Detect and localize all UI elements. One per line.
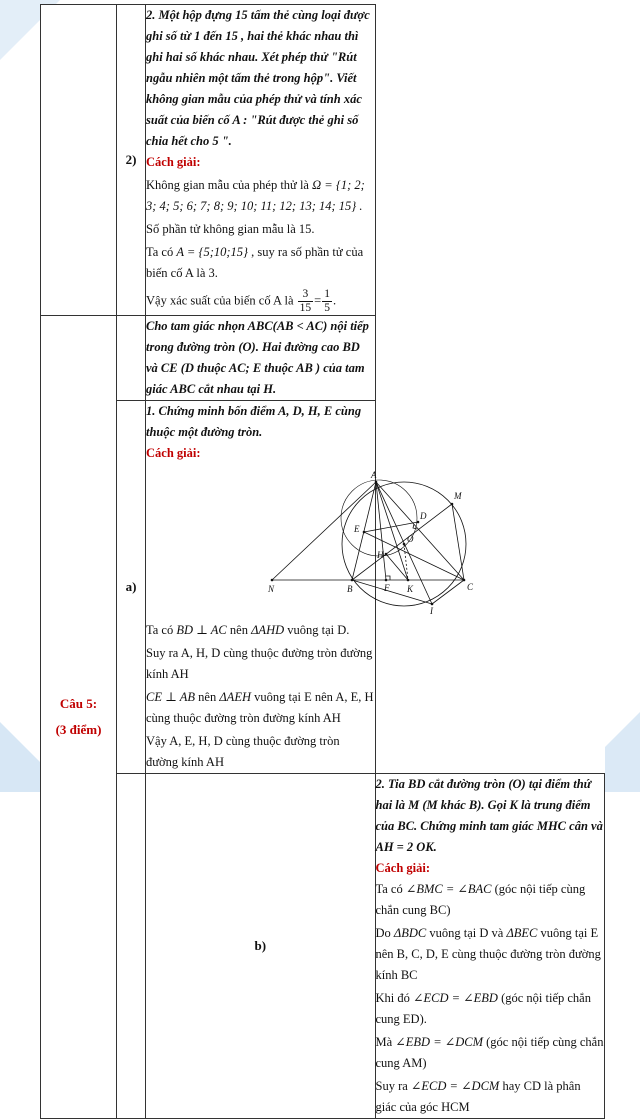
problem-statement: 2. Tia BD cắt đường tròn (O) tại điểm thứ hai là M (M khác B). Gọi K là trung điểm của BC. Chứng minh tam giác MHC cân và AH = 2 OK.	[375, 777, 603, 854]
point-label: E	[354, 524, 360, 534]
point-label: I	[430, 606, 433, 616]
math-expr: ∠BMC = ∠BAC	[405, 882, 492, 896]
point	[463, 579, 466, 582]
table-row	[41, 774, 605, 1119]
solution-table	[40, 4, 605, 1119]
problem-statement: 2. Một hộp đựng 15 tấm thẻ cùng loại được ghi số từ 1 đến 15 , hai thẻ khác nhau thì ghi hai số khác nhau. Xét phép thử "Rút ngẫu nhiên một tấm thẻ trong hộp". Viết không gian mẫu của phép thử và tính xác suất của biến cố A : "Rút được thẻ ghi số chia hết cho 5 ".	[146, 8, 370, 148]
point	[403, 543, 406, 546]
solution-heading: Cách giải:	[146, 155, 201, 169]
solution-line: Vậy A, E, H, D cùng thuộc đường tròn đường kính AH	[146, 734, 340, 769]
math-expr: ABC(AB < AC)	[247, 319, 328, 333]
point-label: C	[467, 582, 474, 592]
fraction: $\frac{3}{15}$	[299, 288, 312, 314]
point	[375, 481, 378, 484]
math-expr: ΔBDC	[393, 926, 427, 940]
point-label: K	[407, 584, 414, 594]
point-label: A	[371, 470, 377, 480]
point-label: O	[407, 534, 414, 544]
solution-line: Ta có A = {5;10;15} , suy ra số phần tử của biến cố A là 3.	[146, 245, 364, 280]
solution-heading: Cách giải:	[375, 861, 431, 875]
math-expr: ΔAEH	[219, 690, 251, 704]
table-row	[41, 316, 605, 401]
part-label: b)	[146, 774, 376, 1119]
math-expr: A = {5;10;15}	[176, 245, 249, 259]
problem-statement: Cho tam giác nhọn ABC(AB < AC) nội tiếp trong đường tròn (O). Hai đường cao BD và CE (D thuộc AC; E thuộc AB ) của tam giác ABC cắt nhau tại H.	[146, 316, 376, 401]
solution-line: Không gian mẫu của phép thử là Ω = {1; 2; 3; 4; 5; 6; 7; 8; 9; 10; 11; 12; 13; 14; 15} .	[146, 178, 365, 213]
solution-line: Khi đó ∠ECD = ∠EBD (góc nội tiếp chắn cung ED).	[375, 991, 591, 1026]
math-expr: ∠ECD = ∠EBD	[413, 991, 498, 1005]
question-cell-empty	[41, 5, 117, 316]
line-ic	[432, 580, 464, 604]
part-cell-empty	[117, 316, 146, 401]
line-bm	[352, 504, 452, 580]
point-label: N	[268, 584, 275, 594]
problem-statement: 1. Chứng minh bốn điểm A, D, H, E cùng thuộc một đường tròn.	[146, 404, 362, 439]
part-label: 2)	[117, 5, 146, 316]
point	[363, 531, 366, 534]
point-label: B	[347, 584, 353, 594]
line-na	[272, 482, 376, 580]
line-ed	[364, 522, 418, 532]
point	[385, 553, 388, 556]
part-label: a)	[117, 401, 146, 774]
solution-line: Số phần tử không gian mẫu là 15.	[146, 222, 315, 236]
solution-line: Suy ra A, H, D cùng thuộc đường tròn đường kính AH	[146, 646, 373, 681]
point	[431, 603, 434, 606]
point-label: D	[420, 511, 427, 521]
table-row	[41, 5, 605, 316]
math-expr: BD ⊥ AC	[176, 623, 227, 637]
table-row	[41, 401, 605, 774]
solution-line: Do ΔBDC vuông tại D và ΔBEC vuông tại E nên B, C, D, E cùng thuộc đường tròn đường kính BC	[375, 926, 601, 982]
solution-line: Vậy xác suất của biến cố A là $\frac{3}{15}$ = $\frac{1}{5}$ .	[146, 288, 337, 314]
math-expr: Ω = {1; 2; 3; 4; 5; 6; 7; 8; 9; 10; 11; 12; 13; 14; 15} .	[146, 178, 365, 213]
solution-heading: Cách giải:	[146, 446, 201, 460]
solution-line: Ta có ∠BMC = ∠BAC (góc nội tiếp cùng chắn cung BC)	[375, 882, 586, 917]
line-ac	[376, 482, 464, 580]
part-a-content	[146, 401, 474, 774]
part-b-content	[375, 774, 605, 1119]
math-expr: ∠ECD = ∠DCM	[410, 1079, 500, 1093]
solution-line: Suy ra ∠ECD = ∠DCM hay CD là phân giác của góc HCM	[375, 1079, 581, 1114]
solution-line: CE ⊥ AB nên ΔAEH vuông tại E nên A, E, H cùng thuộc đường tròn đường kính AH	[146, 690, 374, 725]
math-expr: ΔAHD	[251, 623, 285, 637]
point	[407, 579, 410, 582]
geometry-figure	[264, 466, 484, 616]
solution-line: Ta có BD ⊥ AC nên ΔAHD vuông tại D.	[146, 623, 350, 637]
point	[417, 521, 420, 524]
math-expr: ∠EBD = ∠DCM	[395, 1035, 484, 1049]
q2-content	[146, 5, 376, 316]
question-label: Câu 5: (3 điểm)	[41, 316, 117, 1119]
solution-line: Mà ∠EBD = ∠DCM (góc nội tiếp cùng chắn cung AM)	[375, 1035, 604, 1070]
point	[451, 503, 454, 506]
math-expr: ΔBEC	[506, 926, 538, 940]
point	[351, 579, 354, 582]
point	[385, 579, 388, 582]
math-expr: CE ⊥ AB	[146, 690, 196, 704]
point-label: M	[454, 491, 462, 501]
question-cell-empty	[117, 774, 146, 1119]
point-label: H	[377, 550, 384, 560]
point-label: F	[384, 583, 390, 593]
fraction: $\frac{1}{5}$	[324, 288, 330, 314]
line-bi	[352, 580, 432, 604]
point	[271, 579, 274, 582]
